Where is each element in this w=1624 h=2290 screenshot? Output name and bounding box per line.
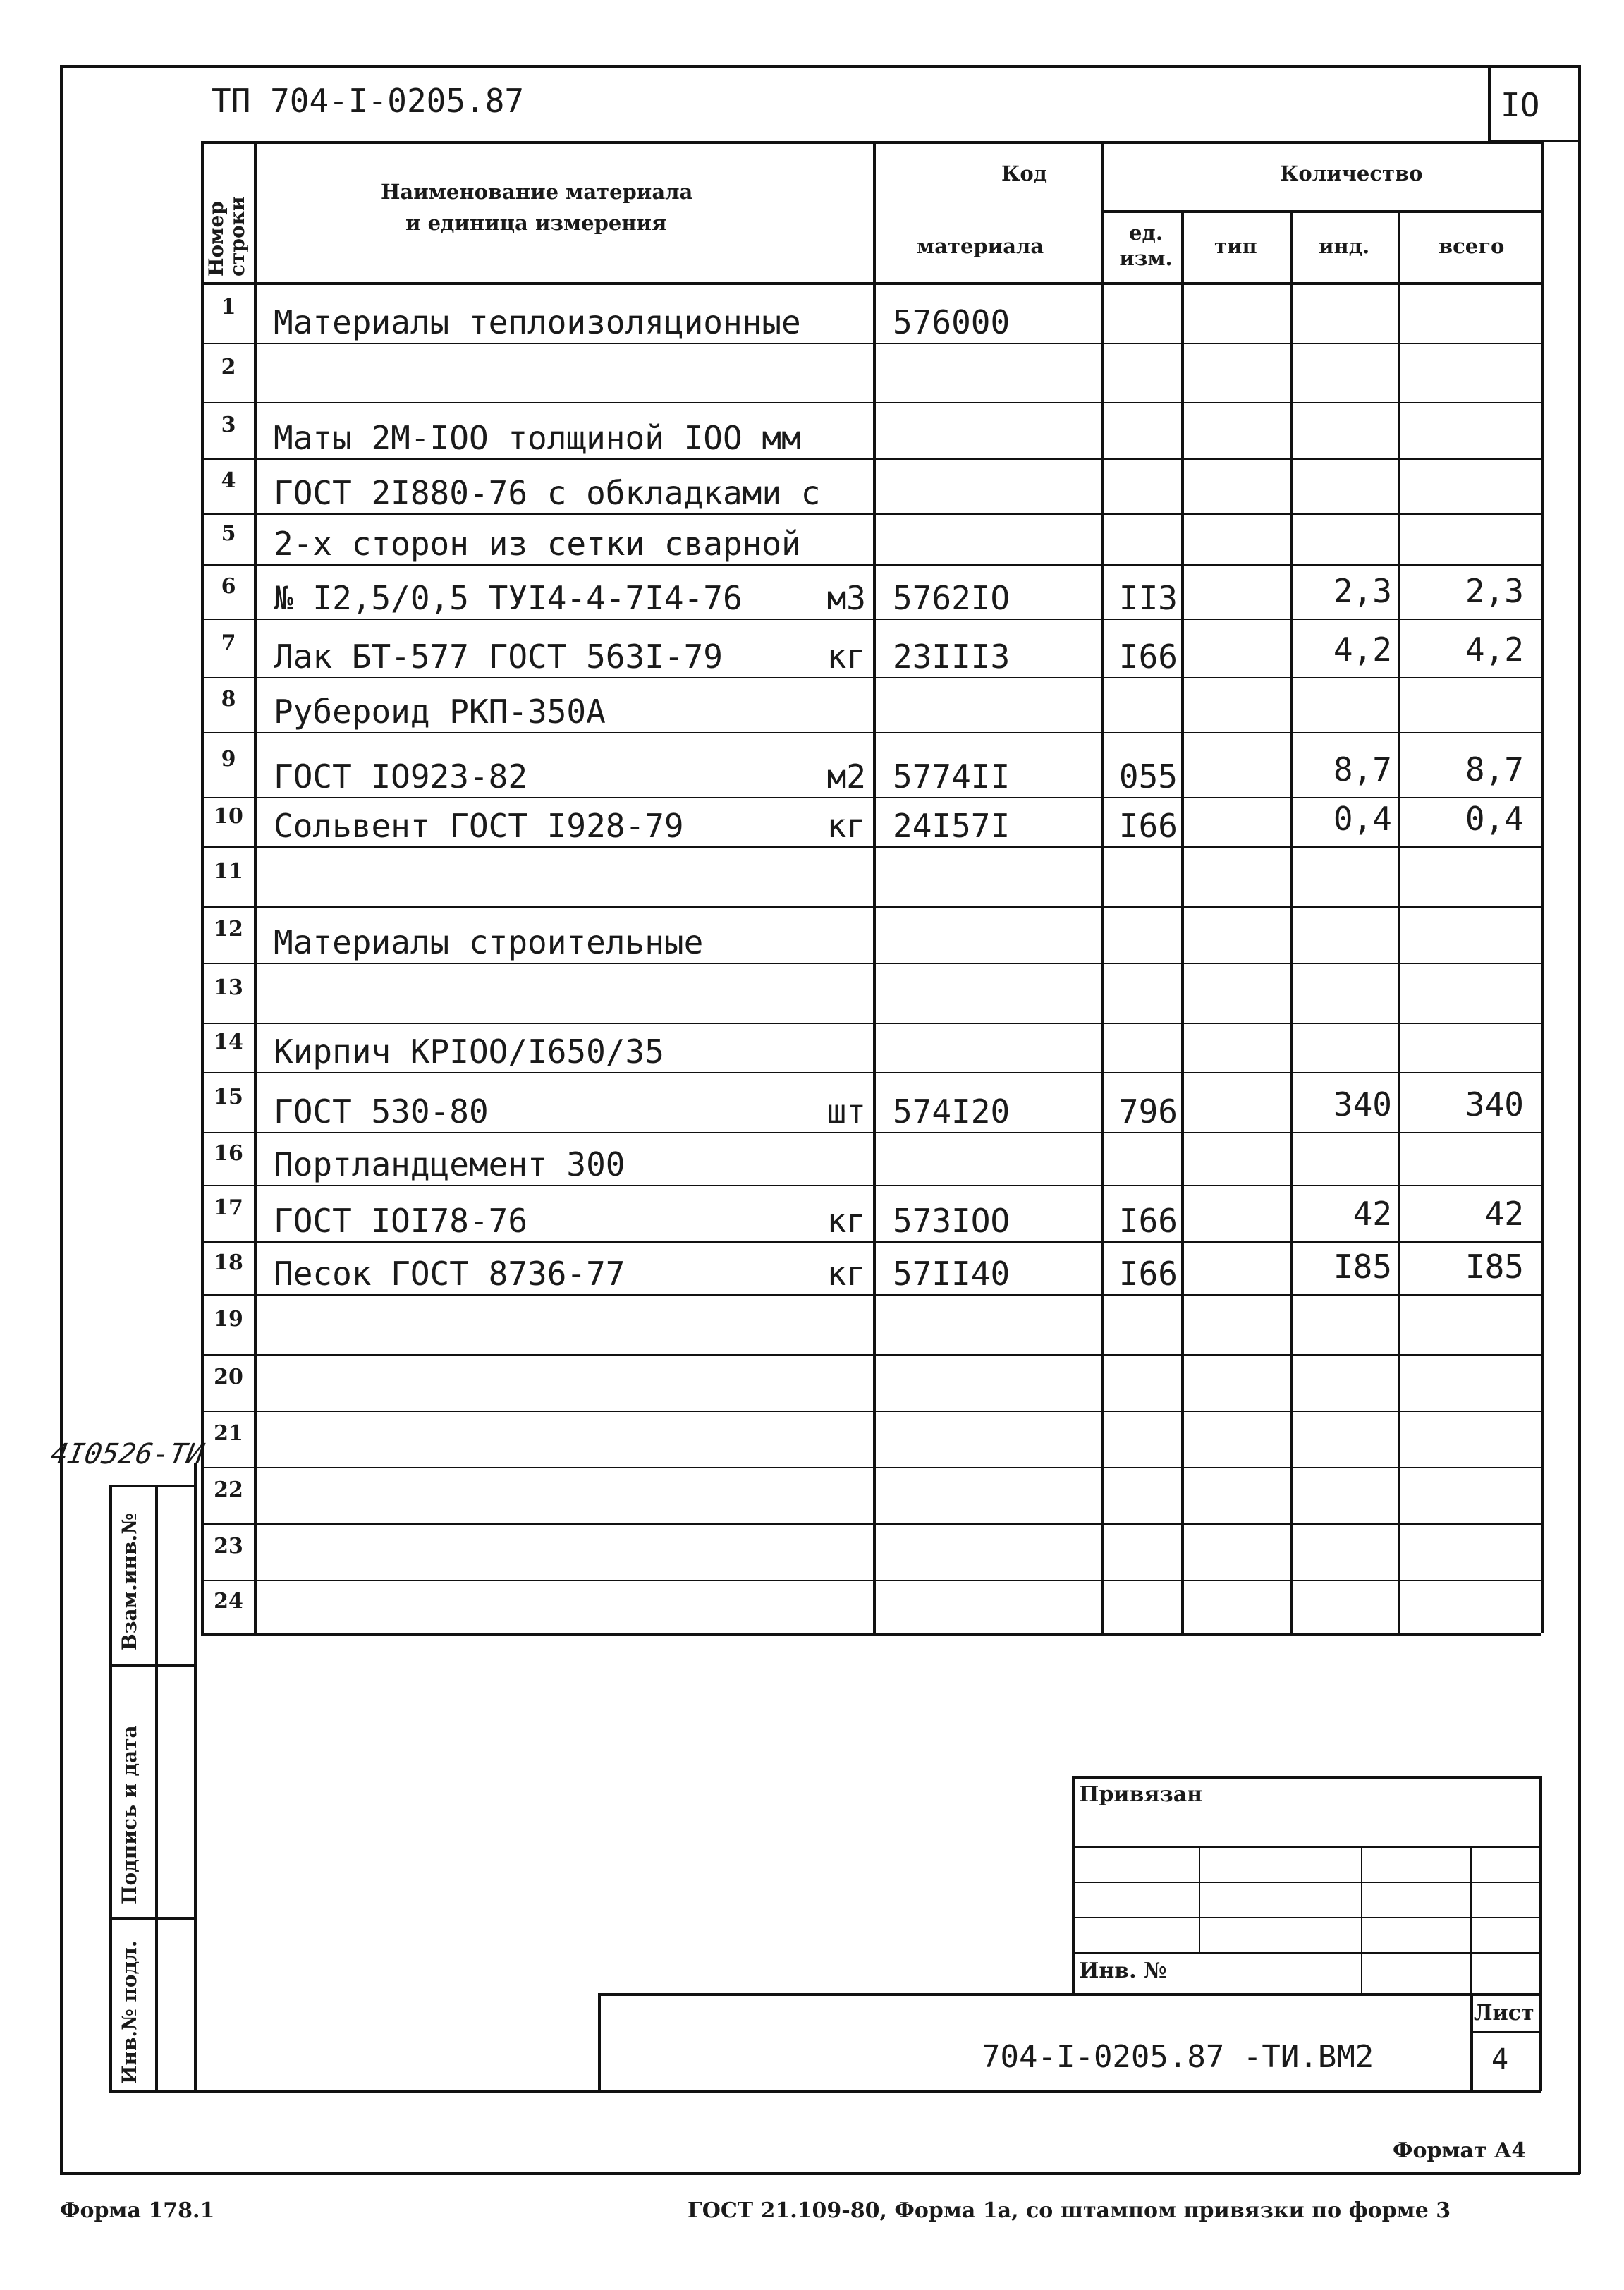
table-row-line <box>201 797 1541 798</box>
row-name: 2-х сторон из сетки сварной <box>274 525 801 563</box>
stamp-inv-no: Инв. № <box>1079 1959 1167 1983</box>
header-qty-total: всего <box>1439 234 1505 258</box>
row-name: Сольвент ГОСТ I928-79 <box>274 807 684 845</box>
table-row-line <box>201 564 1541 566</box>
row-name: ГОСТ 530-80 <box>274 1092 489 1131</box>
stamp-col3 <box>1470 1846 1472 1994</box>
stamp-col1 <box>1199 1846 1200 1952</box>
row-number: 3 <box>221 413 236 437</box>
table-row-line <box>201 1580 1541 1581</box>
row-qty-total: I85 <box>1465 1248 1524 1286</box>
row-qty-total: 4,2 <box>1465 631 1524 669</box>
row-code: 576000 <box>893 303 1011 341</box>
table-col-line <box>1290 210 1293 1633</box>
table-row-line <box>201 458 1541 460</box>
row-number: 13 <box>214 975 243 1000</box>
frame-right <box>1578 65 1581 2174</box>
table-row-line <box>201 619 1541 620</box>
row-code: 5774II <box>893 757 1011 796</box>
row-number: 15 <box>214 1084 243 1109</box>
footer-format: Формат А4 <box>1393 2138 1527 2163</box>
row-name: ГОСТ IO923-82 <box>274 757 528 796</box>
sheet-corner-number: IO <box>1501 86 1540 124</box>
stamp-list-left <box>1470 1993 1473 2091</box>
row-qty-total: 0,4 <box>1465 800 1524 838</box>
table-bottom-line <box>201 1633 1541 1636</box>
table-col-line <box>201 141 204 1633</box>
row-qty-ind: 0,4 <box>1333 800 1392 838</box>
row-number: 14 <box>214 1030 243 1054</box>
row-qty-ind: I85 <box>1333 1248 1392 1286</box>
row-number: 12 <box>214 917 243 942</box>
row-unit: кг <box>826 1255 866 1293</box>
stamp-main-top <box>598 1993 1541 1996</box>
row-number: 10 <box>214 804 243 829</box>
row-number: 23 <box>214 1534 243 1559</box>
doc-code-header: ТП 704-I-0205.87 <box>212 82 525 120</box>
table-row-line <box>201 846 1541 848</box>
handwritten-archive-number: 4I0526-ТИ <box>47 1438 207 1470</box>
table-row-line <box>201 963 1541 964</box>
stamp-left <box>1072 1776 1075 1994</box>
row-name: Маты 2М-IOO толщиной IOO мм <box>274 419 801 457</box>
row-unit-code: I66 <box>1118 1255 1178 1293</box>
stamp-list-div <box>1470 2031 1541 2033</box>
row-name: Портландцемент 300 <box>274 1145 625 1183</box>
stamp-right <box>1539 1776 1542 2091</box>
row-unit: м3 <box>826 579 866 617</box>
row-name: Материалы теплоизоляционные <box>274 303 801 341</box>
row-unit-code: I66 <box>1118 1202 1178 1240</box>
row-qty-total: 8,7 <box>1465 750 1524 788</box>
stamp-doc-code: 704-I-0205.87 -ТИ.ВМ2 <box>982 2039 1374 2075</box>
row-unit: м2 <box>826 757 866 796</box>
row-number: 7 <box>221 630 236 655</box>
table-col-line <box>1181 210 1184 1633</box>
row-code: 57II40 <box>893 1255 1011 1293</box>
table-row-line <box>201 1411 1541 1412</box>
row-name: ГОСТ IOI78-76 <box>274 1202 528 1240</box>
frame-bottom <box>60 2172 1580 2175</box>
row-number: 19 <box>214 1306 243 1332</box>
row-number: 1 <box>221 295 236 319</box>
row-number: 11 <box>214 858 243 884</box>
table-row-line <box>201 1132 1541 1133</box>
table-row-line <box>201 906 1541 908</box>
header-qty: Количество <box>1280 162 1423 185</box>
row-number: 17 <box>214 1195 243 1220</box>
table-col-line <box>873 141 876 1633</box>
label-inv-podl: Инв.№ подл. <box>118 1940 141 2084</box>
row-number: 8 <box>221 687 236 712</box>
table-row-line <box>201 1023 1541 1024</box>
frame-top <box>60 65 1580 68</box>
table-row-line <box>201 1467 1541 1468</box>
row-number: 16 <box>214 1140 243 1166</box>
stamp-privyazan: Привязан <box>1079 1782 1203 1807</box>
row-number: 20 <box>214 1365 243 1389</box>
header-name-line1: Наименование материала <box>381 180 693 204</box>
row-name: ГОСТ 2I880-76 с обкладками с <box>274 474 821 512</box>
table-col-line <box>1101 141 1104 1633</box>
header-code-material: материала <box>917 234 1044 258</box>
row-unit: кг <box>826 1202 866 1240</box>
row-code: 24I57I <box>893 807 1011 845</box>
stamp-list-number: 4 <box>1491 2043 1509 2076</box>
row-qty-total: 42 <box>1484 1195 1524 1233</box>
row-name: Материалы строительные <box>274 923 704 961</box>
table-row-line <box>201 513 1541 515</box>
footer-form-right: ГОСТ 21.109-80, Форма 1а, со штампом привязки по форме 3 <box>688 2198 1451 2223</box>
row-unit: кг <box>826 807 866 845</box>
side-strip-top <box>109 1485 194 1487</box>
table-col-line <box>1541 141 1544 1633</box>
table-row-line <box>201 1354 1541 1356</box>
row-unit-code: I66 <box>1118 638 1178 676</box>
side-strip-right <box>194 1463 197 2091</box>
header-qty-ind: инд. <box>1319 234 1370 258</box>
row-number: 6 <box>221 573 236 599</box>
side-strip-div1 <box>109 1664 194 1667</box>
stamp-col2 <box>1361 1846 1362 1994</box>
row-code: 573IOO <box>893 1202 1011 1240</box>
table-row-line <box>201 1241 1541 1243</box>
row-qty-ind: 4,2 <box>1333 631 1392 669</box>
row-unit-code: 055 <box>1118 757 1178 796</box>
row-number: 21 <box>214 1421 243 1446</box>
row-code: 5762IO <box>893 579 1011 617</box>
row-name: Кирпич КРIOO/I650/35 <box>274 1033 664 1071</box>
table-row-line <box>201 343 1541 344</box>
side-strip-bottom <box>109 2090 1541 2093</box>
stamp-list-label: Лист <box>1474 2001 1534 2026</box>
row-qty-total: 2,3 <box>1465 572 1524 610</box>
row-number: 2 <box>221 355 236 379</box>
header-name-line2: и единица измерения <box>405 211 667 235</box>
frame-left <box>60 65 63 2174</box>
row-number: 24 <box>214 1589 243 1614</box>
row-name: Лак БТ-577 ГОСТ 563I-79 <box>274 638 723 676</box>
table-col-line <box>254 141 257 1633</box>
row-name: № I2,5/0,5 ТУI4-4-7I4-76 <box>274 579 743 617</box>
row-number: 22 <box>214 1478 243 1502</box>
table-row-line <box>201 732 1541 733</box>
table-row-line <box>201 402 1541 403</box>
footer-form-left: Форма 178.1 <box>60 2198 215 2223</box>
row-qty-ind: 8,7 <box>1333 750 1392 788</box>
header-code: Код <box>1001 162 1048 185</box>
row-name: Песок ГОСТ 8736-77 <box>274 1255 625 1293</box>
header-qty-typ: тип <box>1214 234 1257 258</box>
row-code: 23III3 <box>893 638 1011 676</box>
row-unit-code: II3 <box>1118 579 1178 617</box>
row-qty-total: 340 <box>1465 1085 1524 1123</box>
table-row-line <box>201 1185 1541 1186</box>
side-strip-div2 <box>109 1917 194 1920</box>
label-podpis-data: Подпись и дата <box>118 1725 141 1904</box>
side-strip-left <box>109 1485 112 2091</box>
table-header-mid <box>1101 210 1541 213</box>
row-name: Рубероид РКП-350А <box>274 693 606 731</box>
table-row-line <box>201 1072 1541 1073</box>
row-unit: кг <box>826 638 866 676</box>
row-qty-ind: 2,3 <box>1333 572 1392 610</box>
stamp-top <box>1072 1776 1541 1779</box>
header-rownum: Номер строки <box>204 196 249 276</box>
table-header-bottom <box>201 282 1541 285</box>
row-number: 4 <box>221 468 236 493</box>
corner-box-left <box>1488 65 1491 141</box>
row-number: 18 <box>214 1250 243 1275</box>
header-code-unit: ед. изм. <box>1119 221 1173 270</box>
row-unit-code: I66 <box>1118 807 1178 845</box>
row-code: 574I20 <box>893 1092 1011 1131</box>
row-unit-code: 796 <box>1118 1092 1178 1131</box>
table-col-line <box>1398 210 1400 1633</box>
stamp-main-left <box>598 1993 601 2091</box>
label-vzam-inv: Взам.инв.№ <box>118 1513 141 1650</box>
row-qty-ind: 42 <box>1353 1195 1392 1233</box>
row-qty-ind: 340 <box>1333 1085 1392 1123</box>
table-top-line <box>201 141 1541 144</box>
table-row-line <box>201 1523 1541 1525</box>
row-number: 5 <box>221 521 236 546</box>
row-number: 9 <box>221 747 236 772</box>
table-row-line <box>201 677 1541 678</box>
side-strip-mid <box>155 1485 158 2091</box>
table-row-line <box>201 1294 1541 1296</box>
row-unit: шт <box>826 1092 866 1131</box>
